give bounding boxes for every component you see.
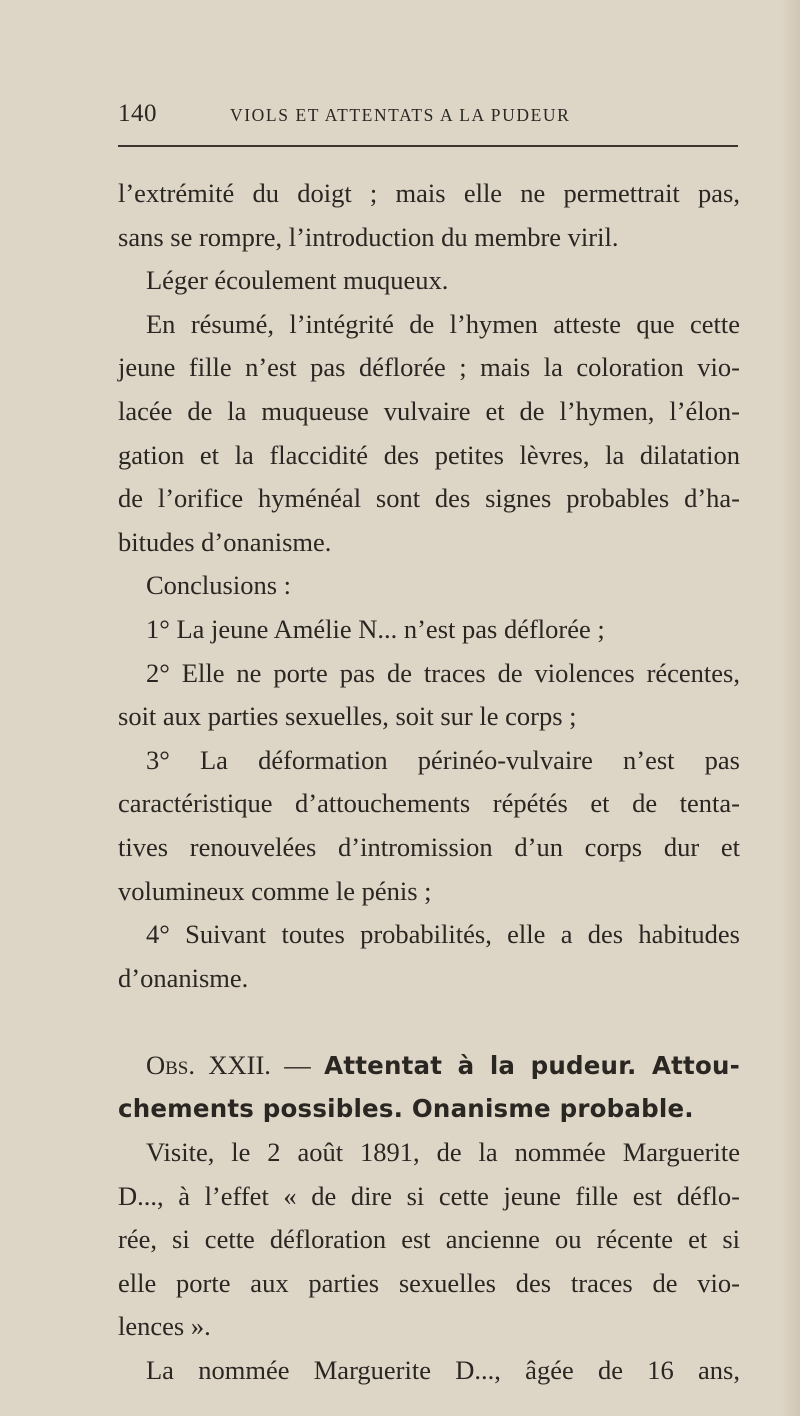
page-number: 140 bbox=[118, 100, 157, 127]
text-line: d’onanisme. bbox=[118, 962, 249, 993]
conclusions-heading: Conclusions : bbox=[146, 570, 292, 601]
text-line: Visite, le 2 août 1891, de la nommée Marguerite bbox=[146, 1137, 740, 1168]
text-line: gation et la flaccidité des petites lèvres, la dilatation bbox=[118, 439, 740, 470]
text-line: caractéristique d’attouchements répétés et de tenta- bbox=[118, 788, 740, 819]
text-line: soit aux parties sexuelles, soit sur le corps ; bbox=[118, 701, 577, 732]
text-line: tives renouvelées d’intromission d’un corps dur et bbox=[118, 831, 740, 862]
observation-heading bbox=[118, 1044, 740, 1088]
text-line: lacée de la muqueuse vulvaire et de l’hymen, l’élon- bbox=[118, 395, 740, 426]
observation-title: chements possibles. Onanisme probable. bbox=[118, 1094, 694, 1124]
text-line: rée, si cette défloration est ancienne ou récente et si bbox=[118, 1224, 740, 1255]
conclusion-item: 4° Suivant toutes probabilités, elle a des habitudes bbox=[146, 919, 740, 950]
conclusion-item: 1° La jeune Amélie N... n’est pas déflorée ; bbox=[146, 613, 605, 644]
running-title: VIOLS ET ATTENTATS A LA PUDEUR bbox=[230, 105, 571, 125]
text-line: elle porte aux parties sexuelles des traces de vio- bbox=[118, 1267, 740, 1298]
text-line: La nommée Marguerite D..., âgée de 16 ans, bbox=[146, 1355, 740, 1386]
text-line: Léger écoulement muqueux. bbox=[146, 265, 449, 296]
text-line: volumineux comme le pénis ; bbox=[118, 875, 432, 906]
text-line: bitudes d’onanisme. bbox=[118, 526, 332, 557]
text-line: En résumé, l’intégrité de l’hymen atteste que cette bbox=[146, 308, 740, 339]
text-line: sans se rompre, l’introduction du membre viril. bbox=[118, 221, 619, 252]
paragraph-gap bbox=[118, 1000, 740, 1044]
text-line: de l’orifice hyménéal sont des signes probables d’ha- bbox=[118, 483, 740, 514]
text-line: l’extrémité du doigt ; mais elle ne permettrait pas, bbox=[118, 178, 740, 208]
text-line: lences ». bbox=[118, 1311, 211, 1342]
running-header bbox=[118, 96, 740, 132]
text-line: D..., à l’effet « de dire si cette jeune fille est déflo- bbox=[118, 1180, 740, 1211]
observation-title: Attentat à la pudeur. Attou- bbox=[324, 1050, 740, 1080]
conclusion-item: 3° La déformation périnéo-vulvaire n’est pas bbox=[146, 744, 740, 775]
conclusion-item: 2° Elle ne porte pas de traces de violences récentes, bbox=[146, 657, 740, 688]
text-line: jeune fille n’est pas déflorée ; mais la coloration vio- bbox=[118, 352, 740, 383]
observation-label: Obs. XXII. — bbox=[146, 1049, 311, 1080]
header-rule bbox=[118, 145, 738, 147]
page-body bbox=[118, 172, 740, 1393]
page-edge-shadow bbox=[782, 0, 800, 1416]
